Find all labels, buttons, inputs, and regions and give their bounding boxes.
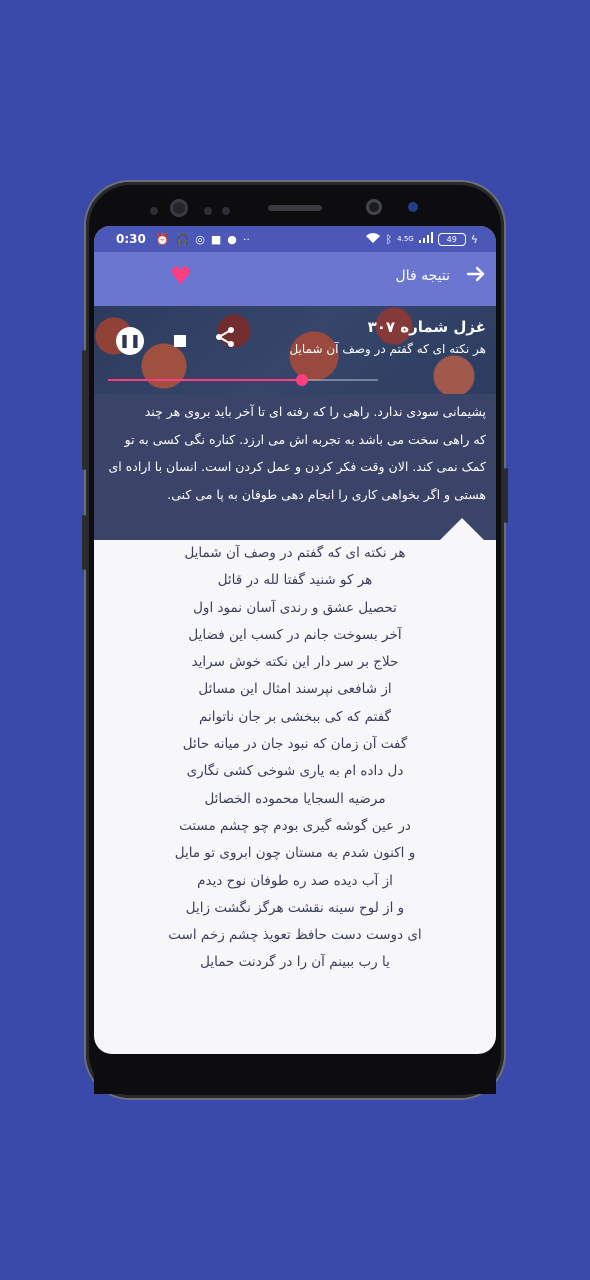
poem-text — [94, 540, 496, 977]
instagram-icon: ◎ — [195, 232, 205, 246]
battery-icon — [438, 233, 466, 246]
page-title: نتیجه فال — [395, 268, 450, 284]
poem-line: یا رب ببینم آن را در گردنت حمایل — [200, 954, 390, 971]
poem-line: آخر بسوخت جانم در کسب این فضایل — [188, 626, 402, 643]
poem-line: هر نکته ای که گفتم در وصف آن شمایل — [184, 545, 406, 561]
interpretation-line: کمک نمی کند. الان وقت فکر کردن و عمل کردن است. انسان با اراده ای — [108, 459, 486, 474]
pause-icon: ❚❚ — [119, 333, 141, 349]
poem-line: گفت آن زمان که نبود جان در میانه حائل — [182, 736, 408, 753]
charging-icon: ϟ — [470, 232, 478, 246]
poem-line: و اکنون شدم به مستان چون ابروی تو مایل — [174, 845, 416, 862]
status-time: 0:30 — [116, 232, 146, 246]
system-icons — [365, 232, 478, 247]
share-button[interactable] — [214, 326, 236, 352]
network-type: 4.5G — [397, 235, 414, 243]
interpretation-line: پشیمانی سودی ندارد. راهی را که رفته ای تا آخر باید بروی هر چند — [144, 404, 486, 419]
wifi-icon — [365, 232, 381, 247]
navigation-area — [94, 1054, 496, 1094]
interpretation-box — [94, 394, 496, 540]
poem-line: هر کو شنید گفتا لله در قائل — [217, 572, 373, 589]
whatsapp-icon: ● — [227, 232, 237, 246]
front-camera-icon — [170, 199, 188, 217]
poem-line: حلاج بر سر دار این نکته خوش سراید — [191, 654, 399, 671]
iris-camera-icon — [366, 199, 382, 215]
battery-level: 49 — [446, 234, 457, 244]
player-header — [94, 306, 496, 394]
volume-button — [82, 350, 86, 470]
earpiece-speaker — [268, 205, 322, 211]
pointer-notch — [440, 518, 484, 540]
poem-line: از آب دیده صد ره طوفان نوح دیدم — [197, 872, 393, 889]
bixby-button — [82, 515, 86, 570]
pause-button[interactable] — [116, 327, 144, 355]
poem-line: تحصیل عشق و رندی آسان نمود اول — [193, 599, 397, 616]
notification-icons — [156, 233, 250, 246]
sensor-dot — [222, 207, 230, 215]
app-screen — [94, 226, 496, 1054]
poem-line: دل داده ام به یاری شوخی کشی نگاری — [186, 763, 404, 780]
stop-button[interactable] — [174, 335, 186, 347]
poem-line: گفتم که کی ببخشی بر جان ناتوانم — [199, 708, 391, 725]
alarm-icon: ⏰ — [155, 232, 170, 246]
iris-led-icon — [408, 202, 418, 212]
sensor-dot — [150, 207, 158, 215]
progress-handle[interactable] — [296, 374, 308, 386]
poem-line: و از لوح سینه نقشت هرگز نگشت زایل — [185, 899, 405, 916]
heart-icon[interactable]: ♥ — [170, 262, 192, 290]
interpretation-line: هستی و اگر بخواهی کاری را انجام دهی طوفان به پا می کنی. — [167, 486, 486, 502]
video-icon: ■ — [210, 232, 222, 246]
poem-line: ای دوست دست حافظ تعویذ چشم زخم است — [168, 927, 422, 944]
bluetooth-icon: ᛒ — [385, 232, 393, 246]
poem-line: از شافعی نپرسند امثال این مسائل — [198, 681, 392, 698]
more-icon: ·· — [242, 232, 250, 246]
sensor-dot — [204, 207, 212, 215]
progress-fill — [108, 379, 302, 381]
headset-icon: 🎧 — [175, 232, 190, 246]
poem-line: مرضیه السجایا محموده الخصائل — [204, 790, 386, 807]
app-bar — [94, 252, 496, 306]
poem-line: در عین گوشه گیری بودم چو چشم مستت — [179, 817, 411, 834]
power-button — [504, 468, 508, 523]
ghazal-title: غزل شماره ۳۰۷ — [367, 318, 486, 336]
arrow-right-icon[interactable] — [466, 264, 486, 290]
signal-icon — [419, 232, 433, 246]
share-icon — [214, 326, 236, 348]
status-bar — [94, 226, 496, 252]
ghazal-subtitle: هر نکته ای که گفتم در وصف آن شمایل — [289, 342, 486, 356]
interpretation-line: که راهی سخت می باشد به تجربه اش می ارزد. کناره نگی کسی به تو — [124, 431, 486, 447]
audio-progress-bar[interactable] — [108, 379, 378, 381]
